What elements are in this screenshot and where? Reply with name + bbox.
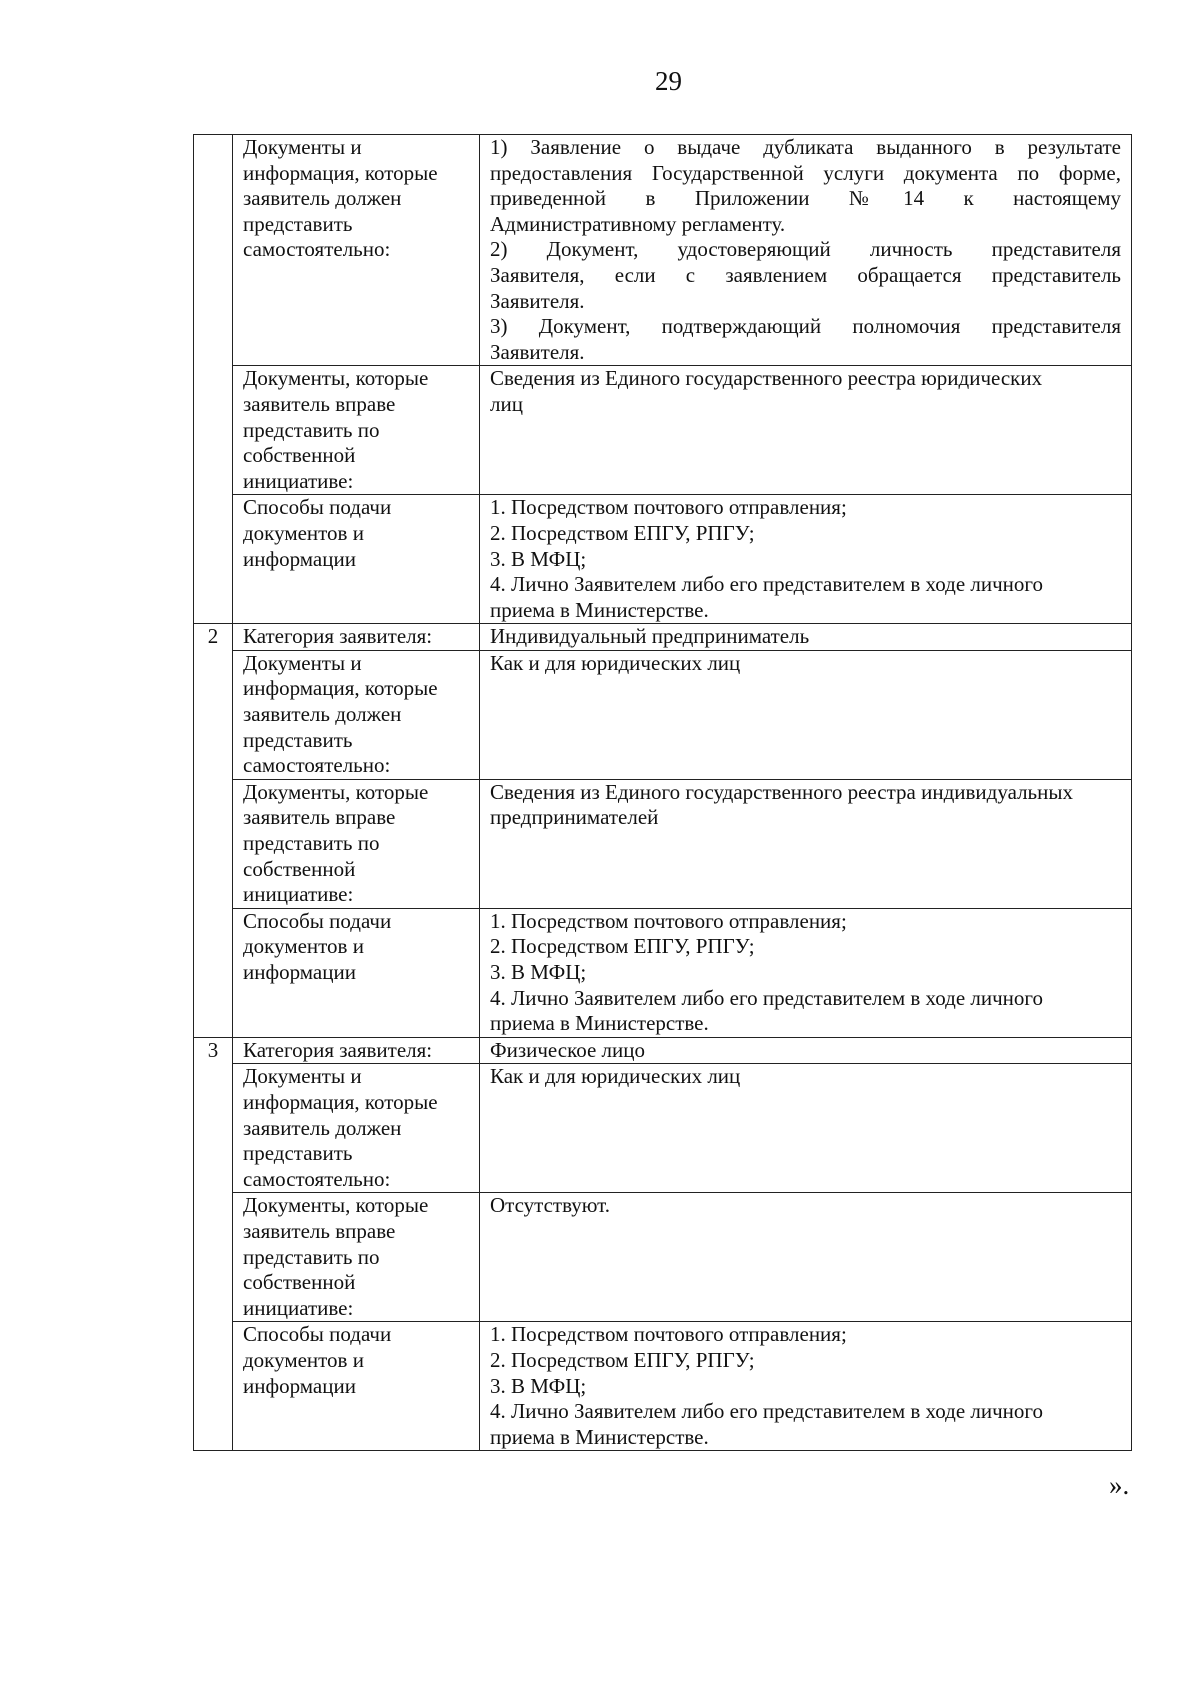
table-row — [194, 135, 1132, 366]
text-line: документов и — [243, 520, 364, 545]
text-line: представить — [243, 211, 353, 236]
text-line: информации — [243, 960, 356, 984]
text-line: Как и для юридических лиц — [490, 650, 741, 675]
text-line: Документы и — [243, 650, 362, 675]
text-line: 1. Посредством почтового отправления; — [490, 1322, 847, 1347]
text-line: заявитель вправе — [243, 1218, 396, 1243]
text-line: информации — [243, 1373, 356, 1398]
text-line: приема в Министерстве. — [490, 1011, 709, 1036]
applicant-requirements-table — [193, 134, 1132, 1451]
table-row — [194, 1322, 1132, 1451]
text-line: информация, которые — [243, 1089, 438, 1114]
text-line: заявитель должен — [243, 186, 402, 211]
text-line: Документы, которые — [243, 1193, 429, 1218]
text-line: Заявителя. — [490, 339, 585, 364]
label-cell — [233, 1322, 480, 1451]
value-cell — [480, 650, 1132, 779]
value-cell — [480, 1064, 1132, 1193]
text-line: Способы подачи — [243, 1322, 392, 1347]
text-line: 4. Лично Заявителем либо его представителем в ходе личного — [490, 985, 1043, 1010]
text-line: приведенной в Приложении №14 к настоящему — [490, 186, 1121, 211]
text-line: 4. Лично Заявителем либо его представителем в ходе личного — [490, 572, 1043, 597]
text-line: Способы подачи — [243, 908, 392, 933]
text-line: Заявителя, если с заявлением обращается представитель — [490, 262, 1121, 287]
text-line: Сведения из Единого государственного реестра юридических — [490, 366, 1043, 391]
text-line: 1) Заявление о выдаче дубликата выданного в результате — [490, 135, 1121, 159]
text-line: Документы и — [243, 135, 362, 159]
text-line: Отсутствуют. — [490, 1193, 611, 1218]
text-line: инициативе: — [243, 882, 354, 907]
text-line: представить — [243, 727, 353, 752]
text-line: 3) Документ, подтверждающий полномочия представителя — [490, 314, 1121, 339]
label-cell — [233, 1193, 480, 1322]
text-line: инициативе: — [243, 1295, 354, 1320]
text-line: Административному регламенту. — [490, 211, 786, 236]
value-cell — [480, 1193, 1132, 1322]
text-line: собственной — [243, 856, 356, 881]
text-line: представить — [243, 1141, 353, 1166]
table-row — [194, 1193, 1132, 1322]
row-number-cell: 2 — [194, 624, 233, 1038]
text-line: 2. Посредством ЕПГУ, РПГУ; — [490, 934, 755, 959]
value-cell — [480, 1322, 1132, 1451]
value-cell — [480, 495, 1132, 624]
table-row — [194, 1064, 1132, 1193]
table-row — [194, 1037, 1132, 1064]
text-line: представить по — [243, 831, 380, 856]
text-line: информация, которые — [243, 676, 438, 701]
text-line: заявитель должен — [243, 702, 402, 727]
text-line: самостоятельно: — [243, 1166, 391, 1191]
label-cell — [233, 908, 480, 1037]
text-line: инициативе: — [243, 468, 354, 493]
text-line: 1. Посредством почтового отправления; — [490, 908, 847, 933]
text-line: Документы, которые — [243, 779, 429, 804]
text-line: заявитель вправе — [243, 805, 396, 830]
category-label: Категория заявителя: — [233, 1037, 480, 1064]
text-line: собственной — [243, 1270, 356, 1295]
label-cell — [233, 779, 480, 908]
text-line: заявитель должен — [243, 1115, 402, 1140]
text-line: документов и — [243, 1347, 364, 1372]
text-line: представить по — [243, 417, 380, 442]
row-number-cell: 3 — [194, 1037, 233, 1451]
label-cell — [233, 495, 480, 624]
category-label: Категория заявителя: — [233, 624, 480, 651]
text-line: Как и для юридических лиц — [490, 1064, 741, 1089]
value-cell — [480, 908, 1132, 1037]
text-line: 2. Посредством ЕПГУ, РПГУ; — [490, 1347, 755, 1372]
text-line: 2. Посредством ЕПГУ, РПГУ; — [490, 520, 755, 545]
page-number: 29 — [655, 66, 682, 96]
text-line: лиц — [490, 391, 523, 416]
label-cell — [233, 135, 480, 366]
value-cell — [480, 135, 1132, 366]
text-line: Заявителя. — [490, 288, 585, 313]
table-row — [194, 366, 1132, 495]
text-line: Способы подачи — [243, 495, 392, 520]
text-line: 3. В МФЦ; — [490, 546, 587, 571]
value-cell — [480, 779, 1132, 908]
row-number-cell — [194, 135, 233, 624]
table-row — [194, 624, 1132, 651]
text-line: Документы, которые — [243, 366, 429, 391]
table-row — [194, 650, 1132, 779]
table-row — [194, 779, 1132, 908]
text-line: самостоятельно: — [243, 753, 391, 778]
text-line: 4. Лично Заявителем либо его представителем в ходе личного — [490, 1399, 1043, 1424]
text-line: 3. В МФЦ; — [490, 1373, 587, 1398]
label-cell — [233, 1064, 480, 1193]
text-line: приема в Министерстве. — [490, 1424, 709, 1449]
text-line: предоставления Государственной услуги документа по форме, — [490, 160, 1121, 185]
text-line: 1. Посредством почтового отправления; — [490, 495, 847, 520]
label-cell — [233, 366, 480, 495]
text-line: 3. В МФЦ; — [490, 960, 587, 984]
label-cell — [233, 650, 480, 779]
text-line: информации — [243, 546, 356, 571]
table-row — [194, 495, 1132, 624]
text-line: заявитель вправе — [243, 391, 396, 416]
text-line: Сведения из Единого государственного реестра индивидуальных — [490, 779, 1073, 804]
text-line: документов и — [243, 934, 364, 959]
category-value: Индивидуальный предприниматель — [480, 624, 1132, 651]
value-cell — [480, 366, 1132, 495]
text-line: Документы и — [243, 1064, 362, 1089]
text-line: самостоятельно: — [243, 237, 391, 262]
text-line: 2) Документ, удостоверяющий личность представителя — [490, 237, 1121, 262]
table-row — [194, 908, 1132, 1037]
category-value: Физическое лицо — [480, 1037, 1132, 1064]
text-line: приема в Министерстве. — [490, 597, 709, 622]
text-line: собственной — [243, 443, 356, 468]
text-line: информация, которые — [243, 160, 438, 185]
text-line: представить по — [243, 1244, 380, 1269]
text-line: предпринимателей — [490, 805, 659, 830]
closing-quote-mark: ». — [1109, 1470, 1130, 1500]
